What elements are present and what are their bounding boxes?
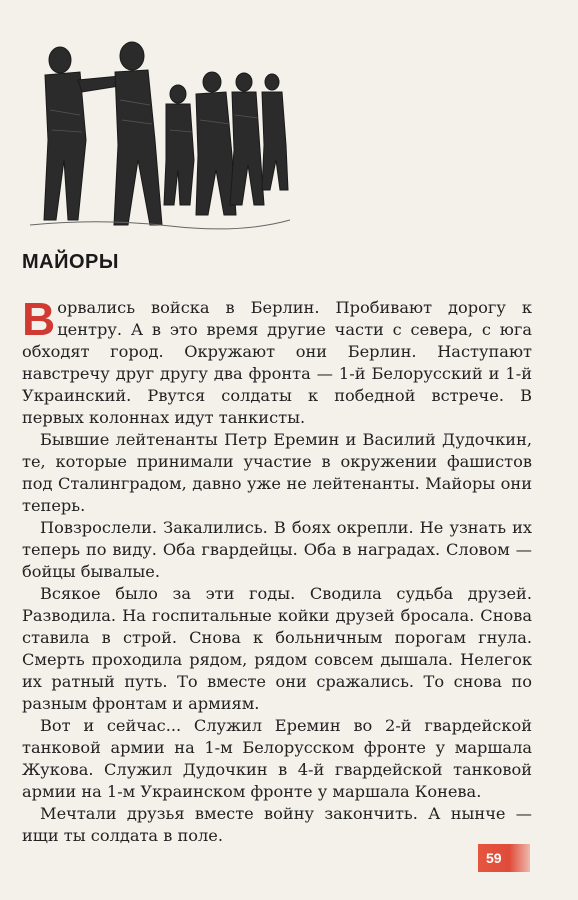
paragraph-4: Всякое было за эти годы. Сводила судьба друзей. Разводила. На госпитальные койки друзей бросала. Снова ставила в строй. Снова к больничным порогам гнула. Смерть проходила рядом, рядом совсем дышала. Нелегок их ратный путь. То вместе они сражались. То снова по разным фронтам и армиям. [22,584,532,713]
story-body [22,293,532,847]
soldiers-illustration [20,20,300,240]
drop-cap: В [22,293,56,345]
paragraph-3: Повзрослели. Закалились. В боях окрепли. Не узнать их теперь по виду. Оба гвардейцы. Оба в наградах. Словом — бойцы бывалые. [22,518,532,581]
story-title: МАЙОРЫ [22,251,119,273]
paragraph-6: Мечтали друзья вместе войну закончить. А нынче — ищи ты солдата в поле. [22,804,532,845]
paragraph-1: Ворвались войска в Берлин. Пробивают дорогу к центру. А в это время другие части с севера, с юга обходят город. Окружают они Берлин. Наступают навстречу друг другу два фронта — 1-й Белорусский и 1-й Украинский. Рвутся солдаты к победной встрече. В первых колоннах идут танкисты. [22,293,532,427]
page-number-badge: 59 [478,844,530,872]
paragraph-5: Вот и сейчас... Служил Еремин во 2-й гвардейской танковой армии на 1-м Белорусском фронте у маршала Жукова. Служил Дудочкин в 4-й гвардейской танковой армии на 1-м Украинском фронте у маршала Конева. [22,716,532,801]
paragraph-2: Бывшие лейтенанты Петр Еремин и Василий Дудочкин, те, которые принимали участие в окружении фашистов под Сталинградом, давно уже не лейтенанты. Майоры они теперь. [22,430,532,515]
